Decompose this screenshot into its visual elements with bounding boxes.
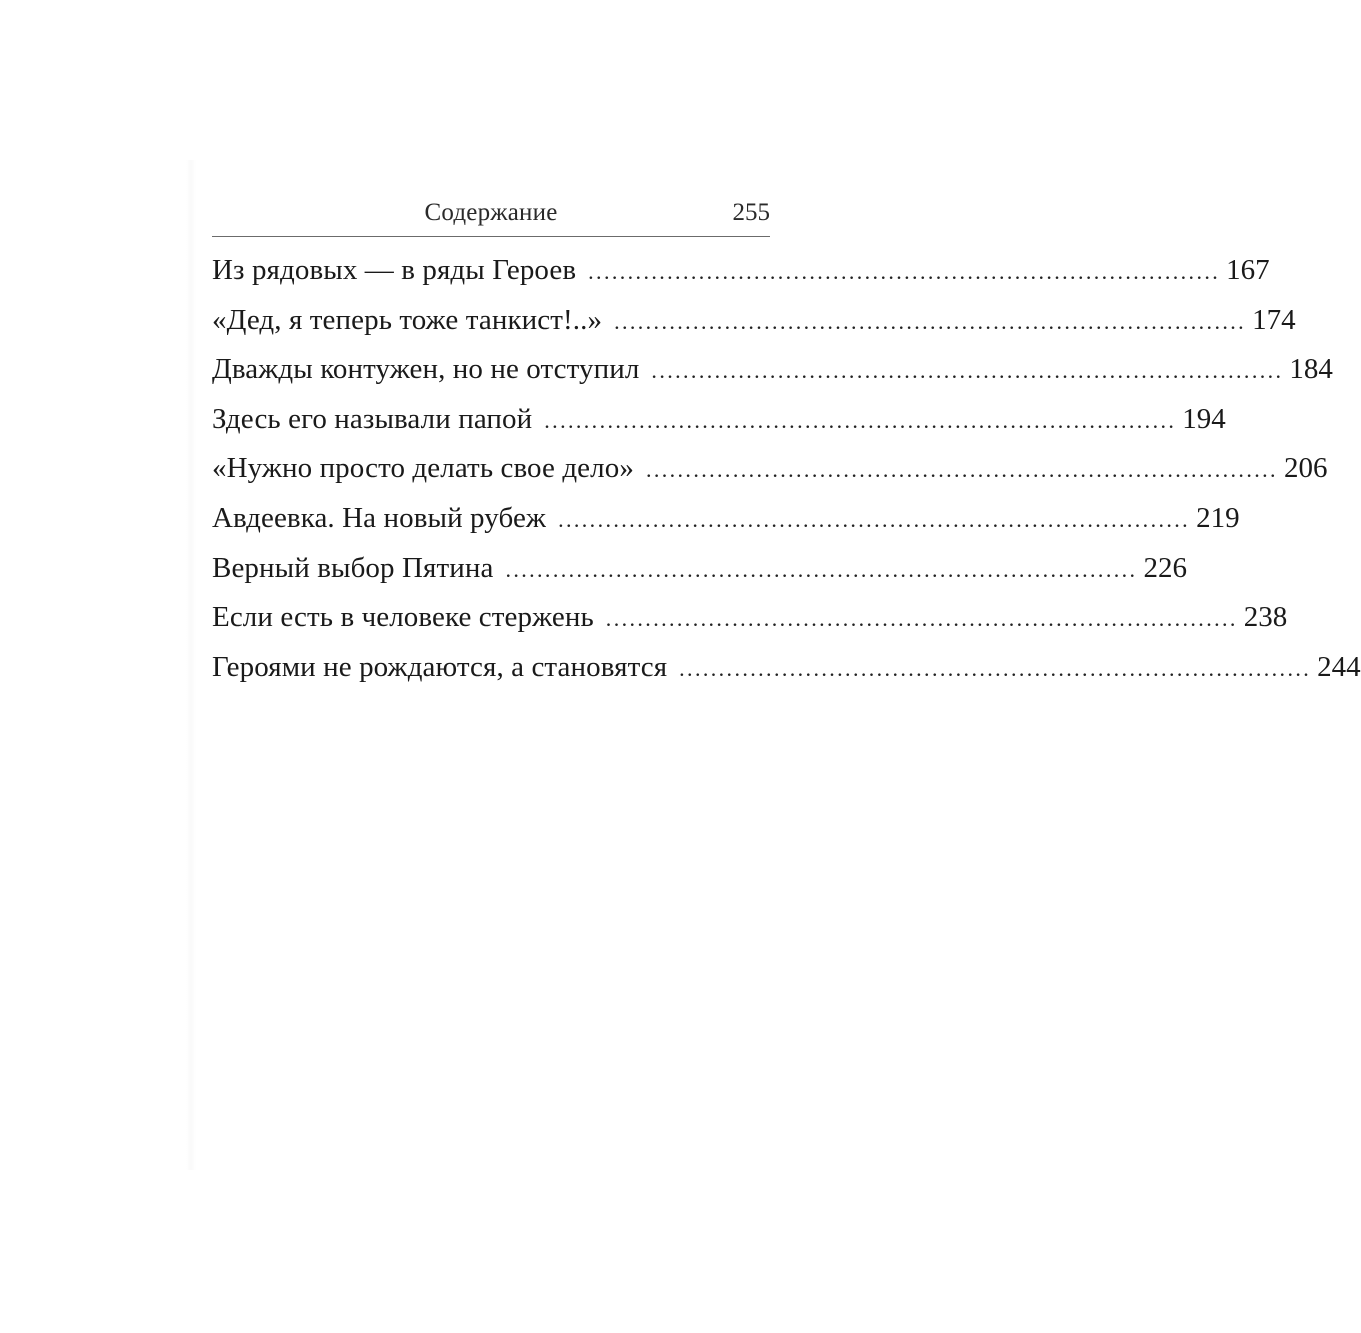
toc-entry-title: «Нужно просто делать свое дело» xyxy=(212,452,634,485)
toc-dot-leader: ................................................................................ xyxy=(558,506,1191,532)
toc-entry-page: 244 xyxy=(1317,650,1361,683)
toc-dot-leader: ................................................................................ xyxy=(505,556,1138,582)
toc-entry xyxy=(212,250,1270,300)
toc-entry xyxy=(212,448,1328,498)
toc-dot-leader: ................................................................................ xyxy=(544,407,1177,433)
toc-entry-title: Дважды контужен, но не отступил xyxy=(212,353,640,386)
toc-entry-page: 174 xyxy=(1252,303,1296,336)
toc-entry-page: 194 xyxy=(1182,402,1226,435)
toc-entry xyxy=(212,597,1288,647)
toc-entry-title: Здесь его называли папой xyxy=(212,402,533,435)
toc-dot-leader: ................................................................................ xyxy=(679,655,1312,681)
page-gutter-shadow xyxy=(186,160,196,1170)
toc-entry xyxy=(212,349,1333,399)
toc-entry xyxy=(212,647,1361,697)
toc-entry xyxy=(212,399,1226,449)
header-rule xyxy=(212,236,770,237)
toc-entry-page: 167 xyxy=(1226,254,1270,286)
toc-entry-title: Героями не рождаются, а становятся xyxy=(212,650,668,683)
toc-entry xyxy=(212,548,1187,598)
toc-entry-title: Если есть в человеке стержень xyxy=(212,601,594,634)
toc-entry-page: 184 xyxy=(1289,353,1333,386)
toc-entry xyxy=(212,498,1240,548)
toc-dot-leader: ................................................................................ xyxy=(588,259,1221,284)
toc-entry-title: «Дед, я теперь тоже танкист!..» xyxy=(212,303,603,336)
toc-entry-page: 238 xyxy=(1243,601,1288,634)
toc-dot-leader: ................................................................................ xyxy=(651,358,1284,384)
toc-entry-title: Из рядовых — в ряды Героев xyxy=(212,254,577,286)
table-of-contents xyxy=(212,250,1361,696)
running-head xyxy=(212,196,770,236)
toc-entry-page: 226 xyxy=(1143,551,1187,584)
toc-dot-leader: ................................................................................ xyxy=(645,457,1278,483)
toc-entry-page: 206 xyxy=(1283,452,1328,485)
running-head-title: Содержание xyxy=(424,199,558,226)
toc-dot-leader: ................................................................................ xyxy=(614,308,1247,334)
toc-dot-leader: ................................................................................ xyxy=(605,606,1238,632)
toc-entry-title: Авдеевка. На новый рубеж xyxy=(212,501,547,534)
toc-entry-title: Верный выбор Пятина xyxy=(212,551,494,584)
toc-entry-page: 219 xyxy=(1196,501,1240,534)
page-number: 255 xyxy=(732,199,770,226)
toc-entry xyxy=(212,300,1296,350)
